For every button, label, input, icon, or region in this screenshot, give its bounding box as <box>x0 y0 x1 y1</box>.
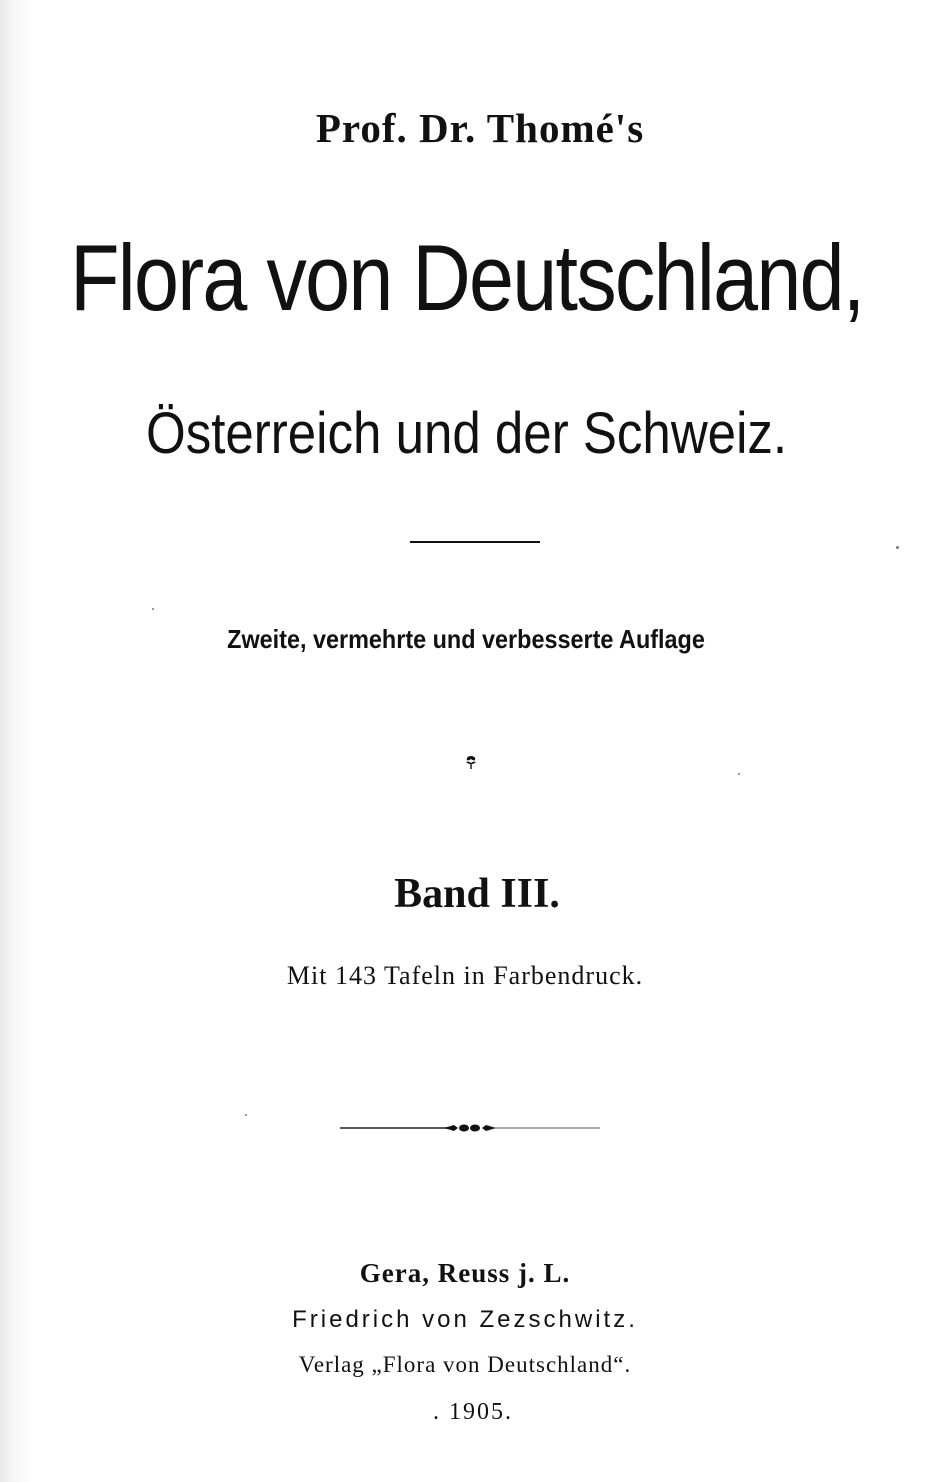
publication-year: . 1905. <box>433 1399 513 1425</box>
author-line: Prof. Dr. Thomé's <box>315 105 645 151</box>
title-rule <box>410 541 540 543</box>
publication-place: Gera, Reuss j. L. <box>359 1258 571 1288</box>
book-title: Flora von Deutschland, <box>70 225 864 330</box>
ornamental-divider-icon <box>340 1120 600 1136</box>
paper-speck <box>245 1114 247 1116</box>
publisher-name: Friedrich von Zezschwitz. <box>292 1306 638 1333</box>
volume-number: Band III. <box>394 871 560 917</box>
edition-statement: Zweite, vermehrte und verbesserte Auflage <box>227 624 705 654</box>
fleuron-icon <box>463 754 479 770</box>
paper-speck <box>738 773 740 775</box>
imprint-line: Verlag „Flora von Deutschland“. <box>298 1352 632 1377</box>
book-subtitle: Österreich und der Schweiz. <box>145 401 788 466</box>
paper-speck <box>152 608 154 610</box>
paper-speck <box>896 546 899 549</box>
plates-note: Mit 143 Tafeln in Farbendruck. <box>286 961 644 990</box>
